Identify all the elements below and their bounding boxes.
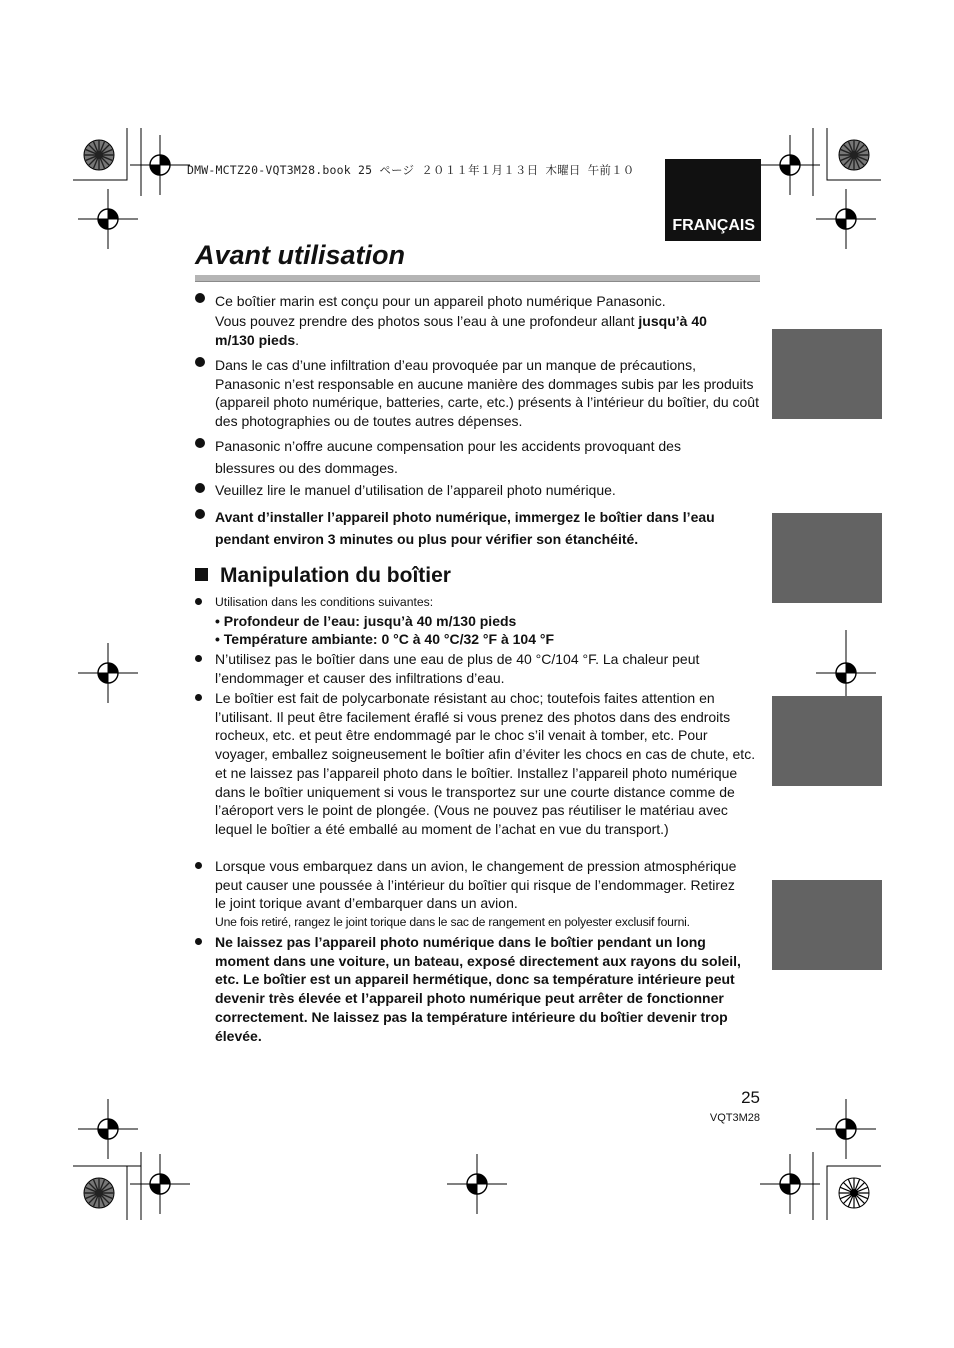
bullet-icon bbox=[195, 655, 202, 662]
intro-bullet-5: Avant d’installer l’appareil photo numérique, immergez le boîtier dans l’eau pendant environ 3 minutes ou plus pour vérifier son étanchéité. bbox=[215, 509, 715, 547]
page-number: 25 bbox=[741, 1088, 760, 1107]
side-index-block-1 bbox=[772, 329, 882, 419]
o-ring-note: Une fois retiré, rangez le joint torique dans le sac de rangement en polyester exclusif fourni. bbox=[215, 915, 690, 930]
conditions-intro: Utilisation dans les conditions suivantes: bbox=[215, 595, 434, 609]
bullet-icon bbox=[195, 293, 205, 303]
bullet-icon bbox=[195, 483, 205, 493]
condition-depth: • Profondeur de l’eau: jusqu’à 40 m/130 pieds bbox=[215, 612, 517, 629]
bullet-icon bbox=[195, 694, 202, 701]
depth-period: . bbox=[295, 332, 300, 348]
intro-bullet-1-line-1: Ce boîtier marin est conçu pour un appareil photo numérique Panasonic. bbox=[215, 293, 666, 309]
square-bullet-icon bbox=[195, 568, 208, 581]
language-label: FRANÇAIS bbox=[672, 217, 755, 234]
depth-text: Vous pouvez prendre des photos sous l’eau à une profondeur allant bbox=[215, 312, 639, 329]
side-index-block-4 bbox=[772, 880, 882, 970]
bullet-icon bbox=[195, 509, 205, 519]
intro-bullet-2: Dans le cas d’une infiltration d’eau provoquée par un manque de précautions, Panasonic n’est responsable en aucune manière des dommages subis par les produits (appareil photo numérique, batteries, carte, etc.) présents à l’intérieur du boîtier, du coût des photographies ou de toutes autres dépenses. bbox=[215, 357, 759, 430]
section-heading-text: Manipulation du boîtier bbox=[220, 564, 451, 587]
conditions-bullet bbox=[215, 593, 760, 649]
section-bullet-5: Ne laissez pas l’appareil photo numérique dans le boîtier pendant un long moment dans une voiture, un bateau, exposé directement aux rayons du soleil, etc. Le boîtier est un appareil hermétique, donc sa température intérieure peut devenir très élevée et l’appareil photo numérique peut arrêter de fonctionner correctement. Ne laissez pas la température intérieure du boîtier devenir trop élevée. bbox=[215, 934, 741, 1044]
airplane-warning: Lorsque vous embarquez dans un avion, le changement de pression atmosphérique peut causer une poussée à l’intérieur du boîtier qui risque de l’endommager. Retirez le joint torique avant d’embarquer dans un avion. bbox=[215, 858, 737, 912]
intro-bullet-4: Veuillez lire le manuel d’utilisation de l’appareil photo numérique. bbox=[215, 482, 616, 498]
language-tab bbox=[665, 159, 761, 241]
bullet-icon bbox=[195, 438, 205, 448]
bullet-icon bbox=[195, 862, 202, 869]
side-index-block-2 bbox=[772, 513, 882, 603]
section-bullet-4 bbox=[215, 857, 745, 932]
depth-emphasis: jusqu’à 40 m/130 pieds bbox=[215, 312, 707, 348]
title-rule bbox=[195, 275, 760, 282]
section-bullet-2: N’utilisez pas le boîtier dans une eau de plus de 40 °C/104 °F. La chaleur peut l’endommager et causer des infiltrations d’eau. bbox=[215, 651, 700, 686]
section-bullet-3: Le boîtier est fait de polycarbonate résistant au choc; toutefois faites attention en l’utilisant. Il peut être facilement éraflé si vous prenez des photos dans des endroits rocheux, etc. et peut être endommagé par le choc s’il venait à tomber, etc. Pour voyager, emballez soigneusement le boîtier afin d’éviter les chocs en cas de chute, etc. et ne laissez pas l’appareil photo dans le boîtier. Installez l’appareil photo numérique dans le boîtier uniquement si vous le transportez sur une courte distance comme de l’aéroport vers le point de plongée. (Vous ne pouvez pas réutiliser le matériau avec lequel le boîtier a été emballé au moment de l’achat en vue du transport.) bbox=[215, 690, 756, 837]
condition-temperature: • Température ambiante: 0 °C à 40 °C/32 °F à 104 °F bbox=[215, 631, 555, 648]
page-title: Avant utilisation bbox=[195, 240, 406, 270]
bullet-icon bbox=[195, 938, 202, 945]
intro-bullet-3: Panasonic n’offre aucune compensation pour les accidents provoquant des blessures ou des dommages. bbox=[215, 438, 681, 476]
section-heading bbox=[195, 564, 451, 588]
side-index-block-3 bbox=[772, 696, 882, 786]
print-header: DMW-MCTZ20-VQT3M28.book 25 ページ ２０１１年１月１３日 木曜日 午前１０ bbox=[187, 163, 635, 177]
intro-bullet-1-line-2 bbox=[215, 312, 715, 351]
document-code: VQT3M28 bbox=[709, 1112, 760, 1124]
bullet-icon bbox=[195, 357, 205, 367]
bullet-icon bbox=[195, 598, 202, 605]
intro-bullet-1 bbox=[215, 292, 760, 351]
